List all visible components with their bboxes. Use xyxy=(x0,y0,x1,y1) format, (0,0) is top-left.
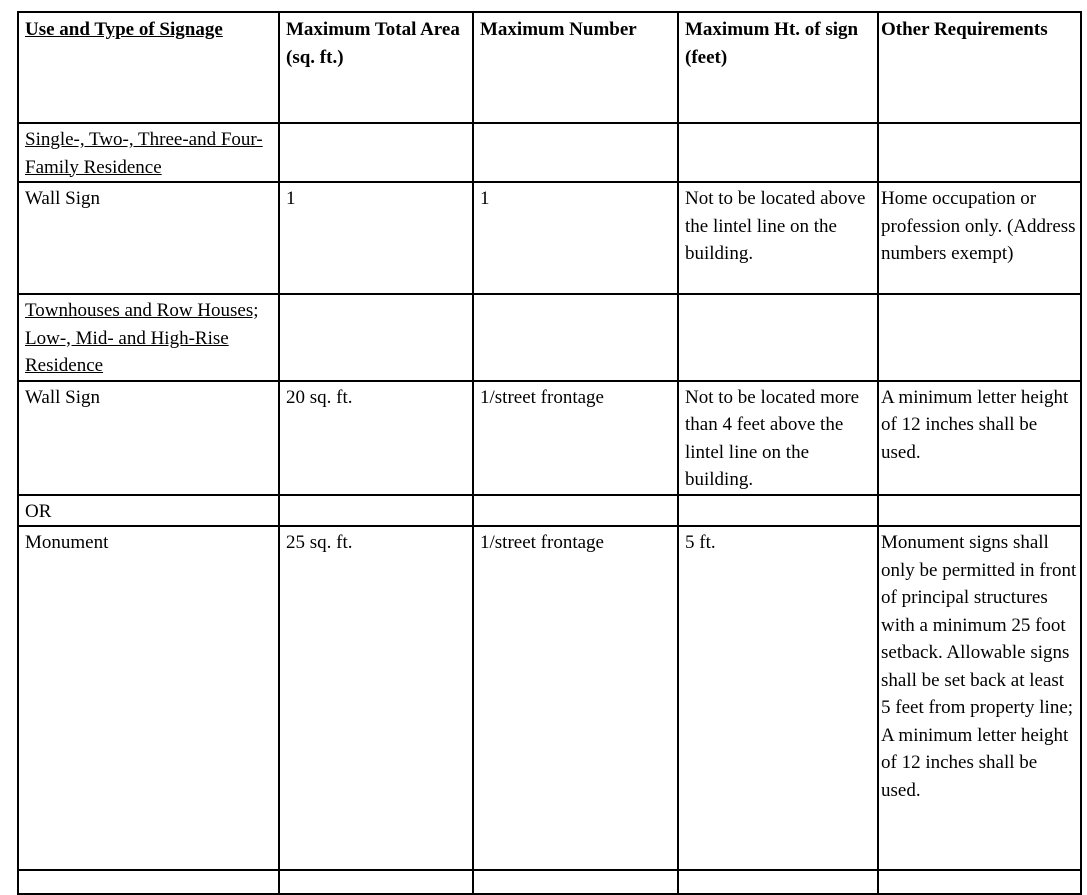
or-label: OR xyxy=(18,495,279,527)
empty-cell xyxy=(473,123,678,182)
empty-cell xyxy=(279,870,473,894)
empty-cell xyxy=(678,495,878,527)
section-row-townhouse xyxy=(18,294,1081,381)
cell-type: Wall Sign xyxy=(18,381,279,495)
header-other-requirements: Other Requirements xyxy=(878,12,1081,123)
cell-area: 20 sq. ft. xyxy=(279,381,473,495)
empty-cell xyxy=(279,495,473,527)
empty-cell xyxy=(279,294,473,381)
empty-cell xyxy=(279,123,473,182)
cell-number: 1/street frontage xyxy=(473,526,678,870)
cell-area: 1 xyxy=(279,182,473,294)
cell-type: Wall Sign xyxy=(18,182,279,294)
section-heading-residence-label: Single-, Two-, Three-and Four-Family Residence xyxy=(25,129,263,178)
header-max-number: Maximum Number xyxy=(473,12,678,123)
cell-height: 5 ft. xyxy=(678,526,878,870)
section-heading-townhouse-label: Townhouses and Row Houses; Low-, Mid- and High-Rise Residence xyxy=(25,300,259,376)
section-heading-townhouse xyxy=(18,294,279,381)
empty-cell xyxy=(678,870,878,894)
table-row-wall-sign-townhouse xyxy=(18,381,1081,495)
empty-cell xyxy=(878,123,1081,182)
empty-cell xyxy=(18,870,279,894)
header-use-type xyxy=(18,12,279,123)
empty-cell xyxy=(678,123,878,182)
cell-number: 1/street frontage xyxy=(473,381,678,495)
cell-other: Monument signs shall only be permitted in front of principal structures with a minimum 25 foot setback. Allowable signs shall be set back at least 5 feet from property line; A minimum letter height of 12 inches shall be used. xyxy=(878,526,1081,870)
empty-cell xyxy=(878,870,1081,894)
empty-cell xyxy=(473,870,678,894)
section-row-residence xyxy=(18,123,1081,182)
table-row-wall-sign-residence xyxy=(18,182,1081,294)
empty-cell xyxy=(678,294,878,381)
signage-table xyxy=(17,11,1082,895)
cell-height: Not to be located more than 4 feet above the lintel line on the building. xyxy=(678,381,878,495)
empty-cell xyxy=(473,495,678,527)
empty-cell xyxy=(878,495,1081,527)
header-row xyxy=(18,12,1081,123)
cell-height: Not to be located above the lintel line on the building. xyxy=(678,182,878,294)
section-heading-residence xyxy=(18,123,279,182)
cell-number: 1 xyxy=(473,182,678,294)
cell-area: 25 sq. ft. xyxy=(279,526,473,870)
header-max-height: Maximum Ht. of sign (feet) xyxy=(678,12,878,123)
or-row xyxy=(18,495,1081,527)
header-max-area: Maximum Total Area (sq. ft.) xyxy=(279,12,473,123)
table-row-monument xyxy=(18,526,1081,870)
cell-other: A minimum letter height of 12 inches shall be used. xyxy=(878,381,1081,495)
empty-cell xyxy=(473,294,678,381)
table-row-continued xyxy=(18,870,1081,894)
empty-cell xyxy=(878,294,1081,381)
cell-other: Home occupation or profession only. (Address numbers exempt) xyxy=(878,182,1081,294)
cell-type: Monument xyxy=(18,526,279,870)
header-use-type-label: Use and Type of Signage xyxy=(25,19,223,40)
